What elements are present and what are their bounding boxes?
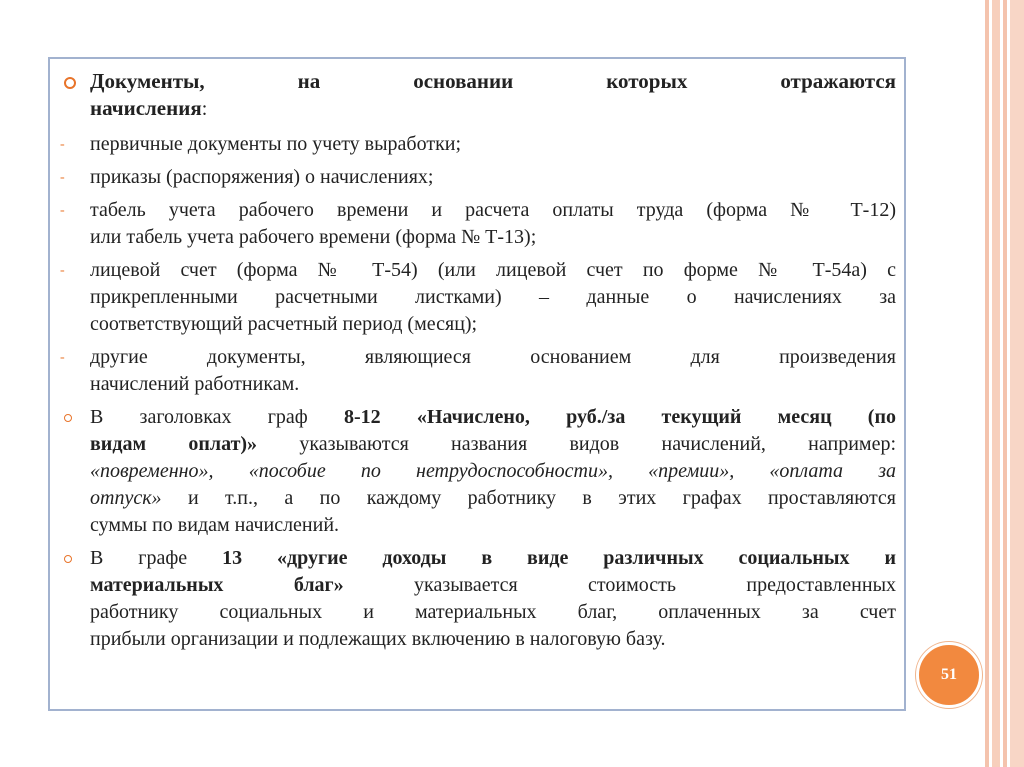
- dash-bullet-icon: -: [60, 350, 65, 365]
- dash-bullet-icon: -: [60, 170, 65, 185]
- ring-bullet-icon: [64, 77, 76, 89]
- list-item: - лицевой счет (форма № Т-54) (или лицевой счет по форме № Т-54а) с прикрепленными расчетными листками) – данные о начислениях за соответствующий расчетный период (месяц);: [60, 259, 896, 335]
- dash-bullet-icon: -: [60, 137, 65, 152]
- ring-bullet-icon: [64, 555, 72, 563]
- dash-bullet-icon: -: [60, 263, 65, 278]
- decor-stripe: [985, 0, 989, 767]
- heading-item: [58, 68, 896, 123]
- dash-bullet-icon: -: [60, 203, 65, 218]
- slide-content: [58, 68, 896, 653]
- ring-bullet-icon: [64, 414, 72, 422]
- decor-stripe: [1010, 0, 1024, 767]
- decor-stripe: [1003, 0, 1007, 767]
- list-item: - другие документы, являющиеся основанием для произведения начислений работникам.: [60, 346, 896, 395]
- heading-line-2: начисления:: [90, 96, 208, 120]
- list-item: - табель учета рабочего времени и расчета оплаты труда (форма № Т-12) или табель учета рабочего времени (форма № Т-13);: [60, 199, 896, 248]
- decor-stripe: [992, 0, 1000, 767]
- page-number-badge: 51: [916, 642, 982, 708]
- paragraph-item: В графе 13 «другие доходы в виде различных социальных и материальных благ» указывается стоимость предоставленных работнику социальных и материальных благ, оплаченных за счет прибыли организации и подлежащих включению в налоговую базу.: [58, 545, 896, 653]
- heading-line-1: Документы, на основании которых отражаются: [90, 69, 897, 93]
- list-item: - приказы (распоряжения) о начислениях;: [58, 164, 896, 191]
- list-item: - первичные документы по учету выработки;: [58, 131, 896, 158]
- paragraph-item: В заголовках граф 8-12 «Начислено, руб./за текущий месяц (по видам оплат)» указываются названия видов начислений, например: «повременно», «пособие по нетрудоспособности», «премии», «оплата за отпуск» и т.п., а по каждому работнику в этих графах проставляются суммы по видам начислений.: [58, 404, 896, 539]
